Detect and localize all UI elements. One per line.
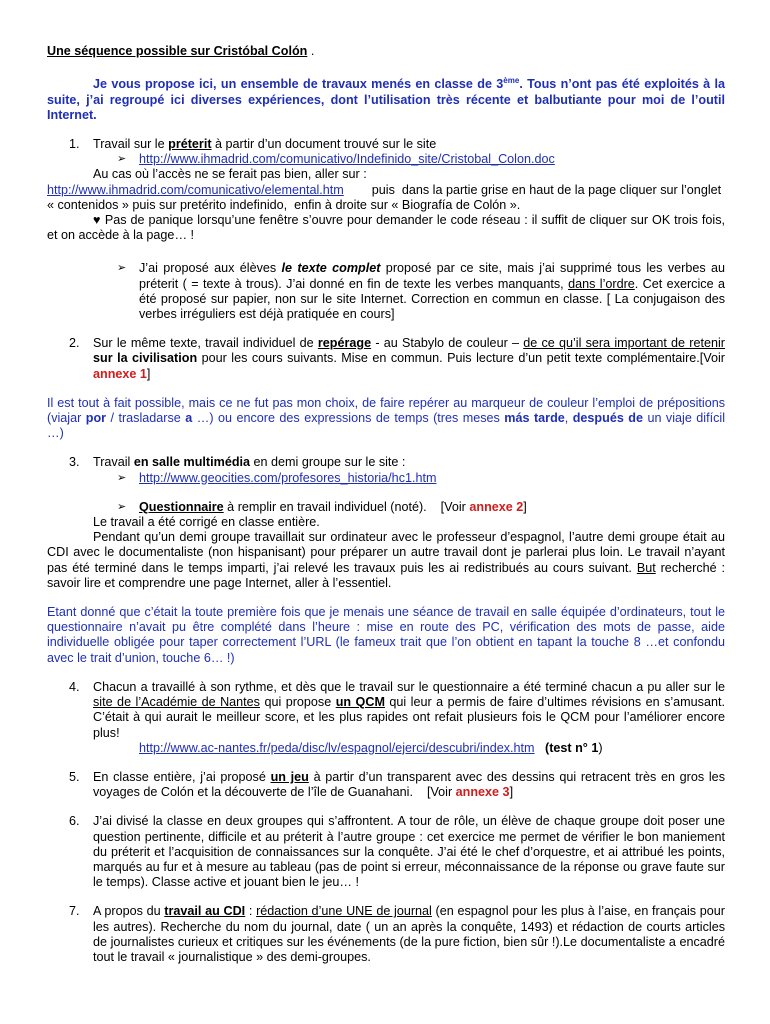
annexe-3-ref: annexe 3	[455, 785, 510, 800]
link-ac-nantes[interactable]: http://www.ac-nantes.fr/peda/disc/lv/espagnol/ejerci/descubri/index.htm	[139, 740, 535, 755]
link-elemental[interactable]: http://www.ihmadrid.com/comunicativo/elemental.htm	[47, 182, 344, 197]
section-2: 2. Sur le même texte, travail individuel de repérage - au Stabylo de couleur – de ce qu’il sera important de retenir sur la civilisation pour les cours suivants. Mise en commun. Puis lecture d’un petit texte complémentaire.[Voir annexe 1]	[69, 336, 725, 381]
section-3-heading: 3. Travail en salle multimédia en demi groupe sur le site :	[69, 455, 406, 470]
section-1	[47, 137, 725, 322]
section-6: 6. J’ai divisé la classe en deux groupes qui s’affrontent. A tour de rôle, un élève de chaque groupe doit poser une question pertinente, difficile et au préterit à l’autre groupe : cet exercice me permet de vérifier le bon maniement du préterit et l’acquisition de connaissances sur la conquête. J’ai été le chef d’orquestre, et ai attribué les points, marqués au fur et à mesure au tableau (pas de point si erreur, méconnaissance de la réponse ou grave faute sur le temps). Classe active et jouant bien le jeu… !	[69, 814, 725, 890]
section-3-questionnaire: ➢ Questionnaire à remplir en travail individuel (noté). [Voir annexe 2]	[117, 499, 527, 514]
annexe-2-ref: annexe 2	[469, 499, 524, 514]
arrow-bullet-icon: ➢	[117, 153, 127, 166]
arrow-bullet-icon: ➢	[117, 262, 127, 275]
arrow-bullet-icon: ➢	[117, 471, 127, 484]
intro-paragraph: Je vous propose ici, un ensemble de travaux menés en classe de 3ème. Tous n’ont pas été exploités à la suite, j’ai regroupé ici diverses expériences, dont l’utilisation très récente et balbutiante pour moi de l’outil Internet.	[47, 76, 726, 122]
page-title: Une séquence possible sur Cristóbal Colón .	[47, 44, 315, 58]
link-geocities[interactable]: http://www.geocities.com/profesores_historia/hc1.htm	[139, 470, 437, 485]
section-1-access-instructions: http://www.ihmadrid.com/comunicativo/elemental.htm puis dans la partie grise en haut de la page cliquer sur l’onglet « contenidos » puis sur pretérito indefinido, enfin à droite sur « Biografía de Colón ».	[47, 182, 725, 212]
section-3-link-item	[47, 471, 725, 486]
section-1-network-note: ♥ Pas de panique lorsqu’une fenêtre s’ouvre pour demander le code réseau : il suffit de cliquer sur OK trois fois, et on accède à la page… !	[47, 213, 726, 243]
section-1-link-item	[47, 152, 725, 167]
heart-icon: ♥	[93, 213, 101, 228]
document-page	[47, 44, 729, 965]
section-3	[47, 455, 725, 591]
link-indefinido-doc[interactable]: http://www.ihmadrid.com/comunicativo/Indefinido_site/Cristobal_Colon.doc	[139, 152, 555, 167]
section-1-exercise: ➢ J’ai proposé aux élèves le texte complet proposé par ce site, mais j’ai supprimé tous les verbes au préterit ( = texte à trous). J’ai donné en fin de texte les verbes manquants, dans l’ordre. Cet exercice a été proposé sur papier, non sur le site Internet. Correction en commun en classe. [ La conjugaison des verbes irréguliers est déjà pratiquée en cours]	[117, 261, 725, 322]
section-5: 5. En classe entière, j’ai proposé un jeu à partir d’un transparent avec des dessins qui retracent très en gros les voyages de Colón et la découverte de l’île de Guanahani. [Voir annexe 3]	[69, 769, 729, 800]
multimedia-note: Etant donné que c’était la toute première fois que je menais une séance de travail en salle équipée d’ordinateurs, tout le questionnaire n’avait pu être complété dans l’heure : mise en route des PC, vérification des mots de passe, aide individuelle obligée pour taper correctement l’URL (le fameux trait que l’on obtient en tapant la touche 8 …et confondu avec le trait d’union, touche 6… !)	[47, 605, 725, 665]
arrow-bullet-icon: ➢	[117, 500, 127, 513]
section-1-access-note: Au cas où l’accès ne se ferait pas bien, aller sur :	[93, 167, 367, 182]
section-7: 7. A propos du travail au CDI : rédaction d’une UNE de journal (en espagnol pour les plus à l’aise, en français pour les autres). Recherche du nom du journal, date ( un an après la conquête, 1493) et rédaction de courts articles de journalistes curieux et critiques sur les événements (de la pure fiction, bien sûr !).Le documentaliste a encadré tout le travail « journalistique » des demi-groupes.	[69, 904, 726, 964]
section-4	[47, 680, 725, 756]
section-4-link-line: http://www.ac-nantes.fr/peda/disc/lv/espagnol/ejerci/descubri/index.htm (test n° 1)	[139, 740, 603, 755]
section-1-heading: 1. Travail sur le préterit à partir d’un document trouvé sur le site	[69, 137, 437, 151]
section-3-description: Pendant qu’un demi groupe travaillait sur ordinateur avec le professeur d’espagnol, l’autre demi groupe était au CDI avec le documentaliste (non hispanisant) pour préparer un autre travail dont je parlerai plus loin. Le travail n’ayant pas été terminé dans le temps imparti, j’ai relevé les travaux puis les ai redistribués au cours suivant. But recherché : savoir lire et comprendre une page Internet, aller à l’essentiel.	[47, 530, 726, 590]
annexe-1-ref: annexe 1	[93, 366, 147, 381]
prepositions-note: Il est tout à fait possible, mais ce ne fut pas mon choix, de faire repérer au marqueur de couleur l’emploi de prépositions (viajar por / trasladarse a …) ou encore des expressions de temps (tres meses más tarde, después de un viaje difícil …)	[47, 395, 725, 441]
section-4-text: 4. Chacun a travaillé à son rythme, et dès que le travail sur le questionnaire a été terminé chacun a pu aller sur le site de l’Académie de Nantes qui propose un QCM qui leur a permis de faire d’ultimes révisions en s’amusant. C’était à qui aurait le meilleur score, et les plus rapides ont refait plusieurs fois le QCM pour l’améliorer encore plus!	[69, 679, 725, 740]
section-3-correction: Le travail a été corrigé en classe entière.	[93, 515, 320, 530]
